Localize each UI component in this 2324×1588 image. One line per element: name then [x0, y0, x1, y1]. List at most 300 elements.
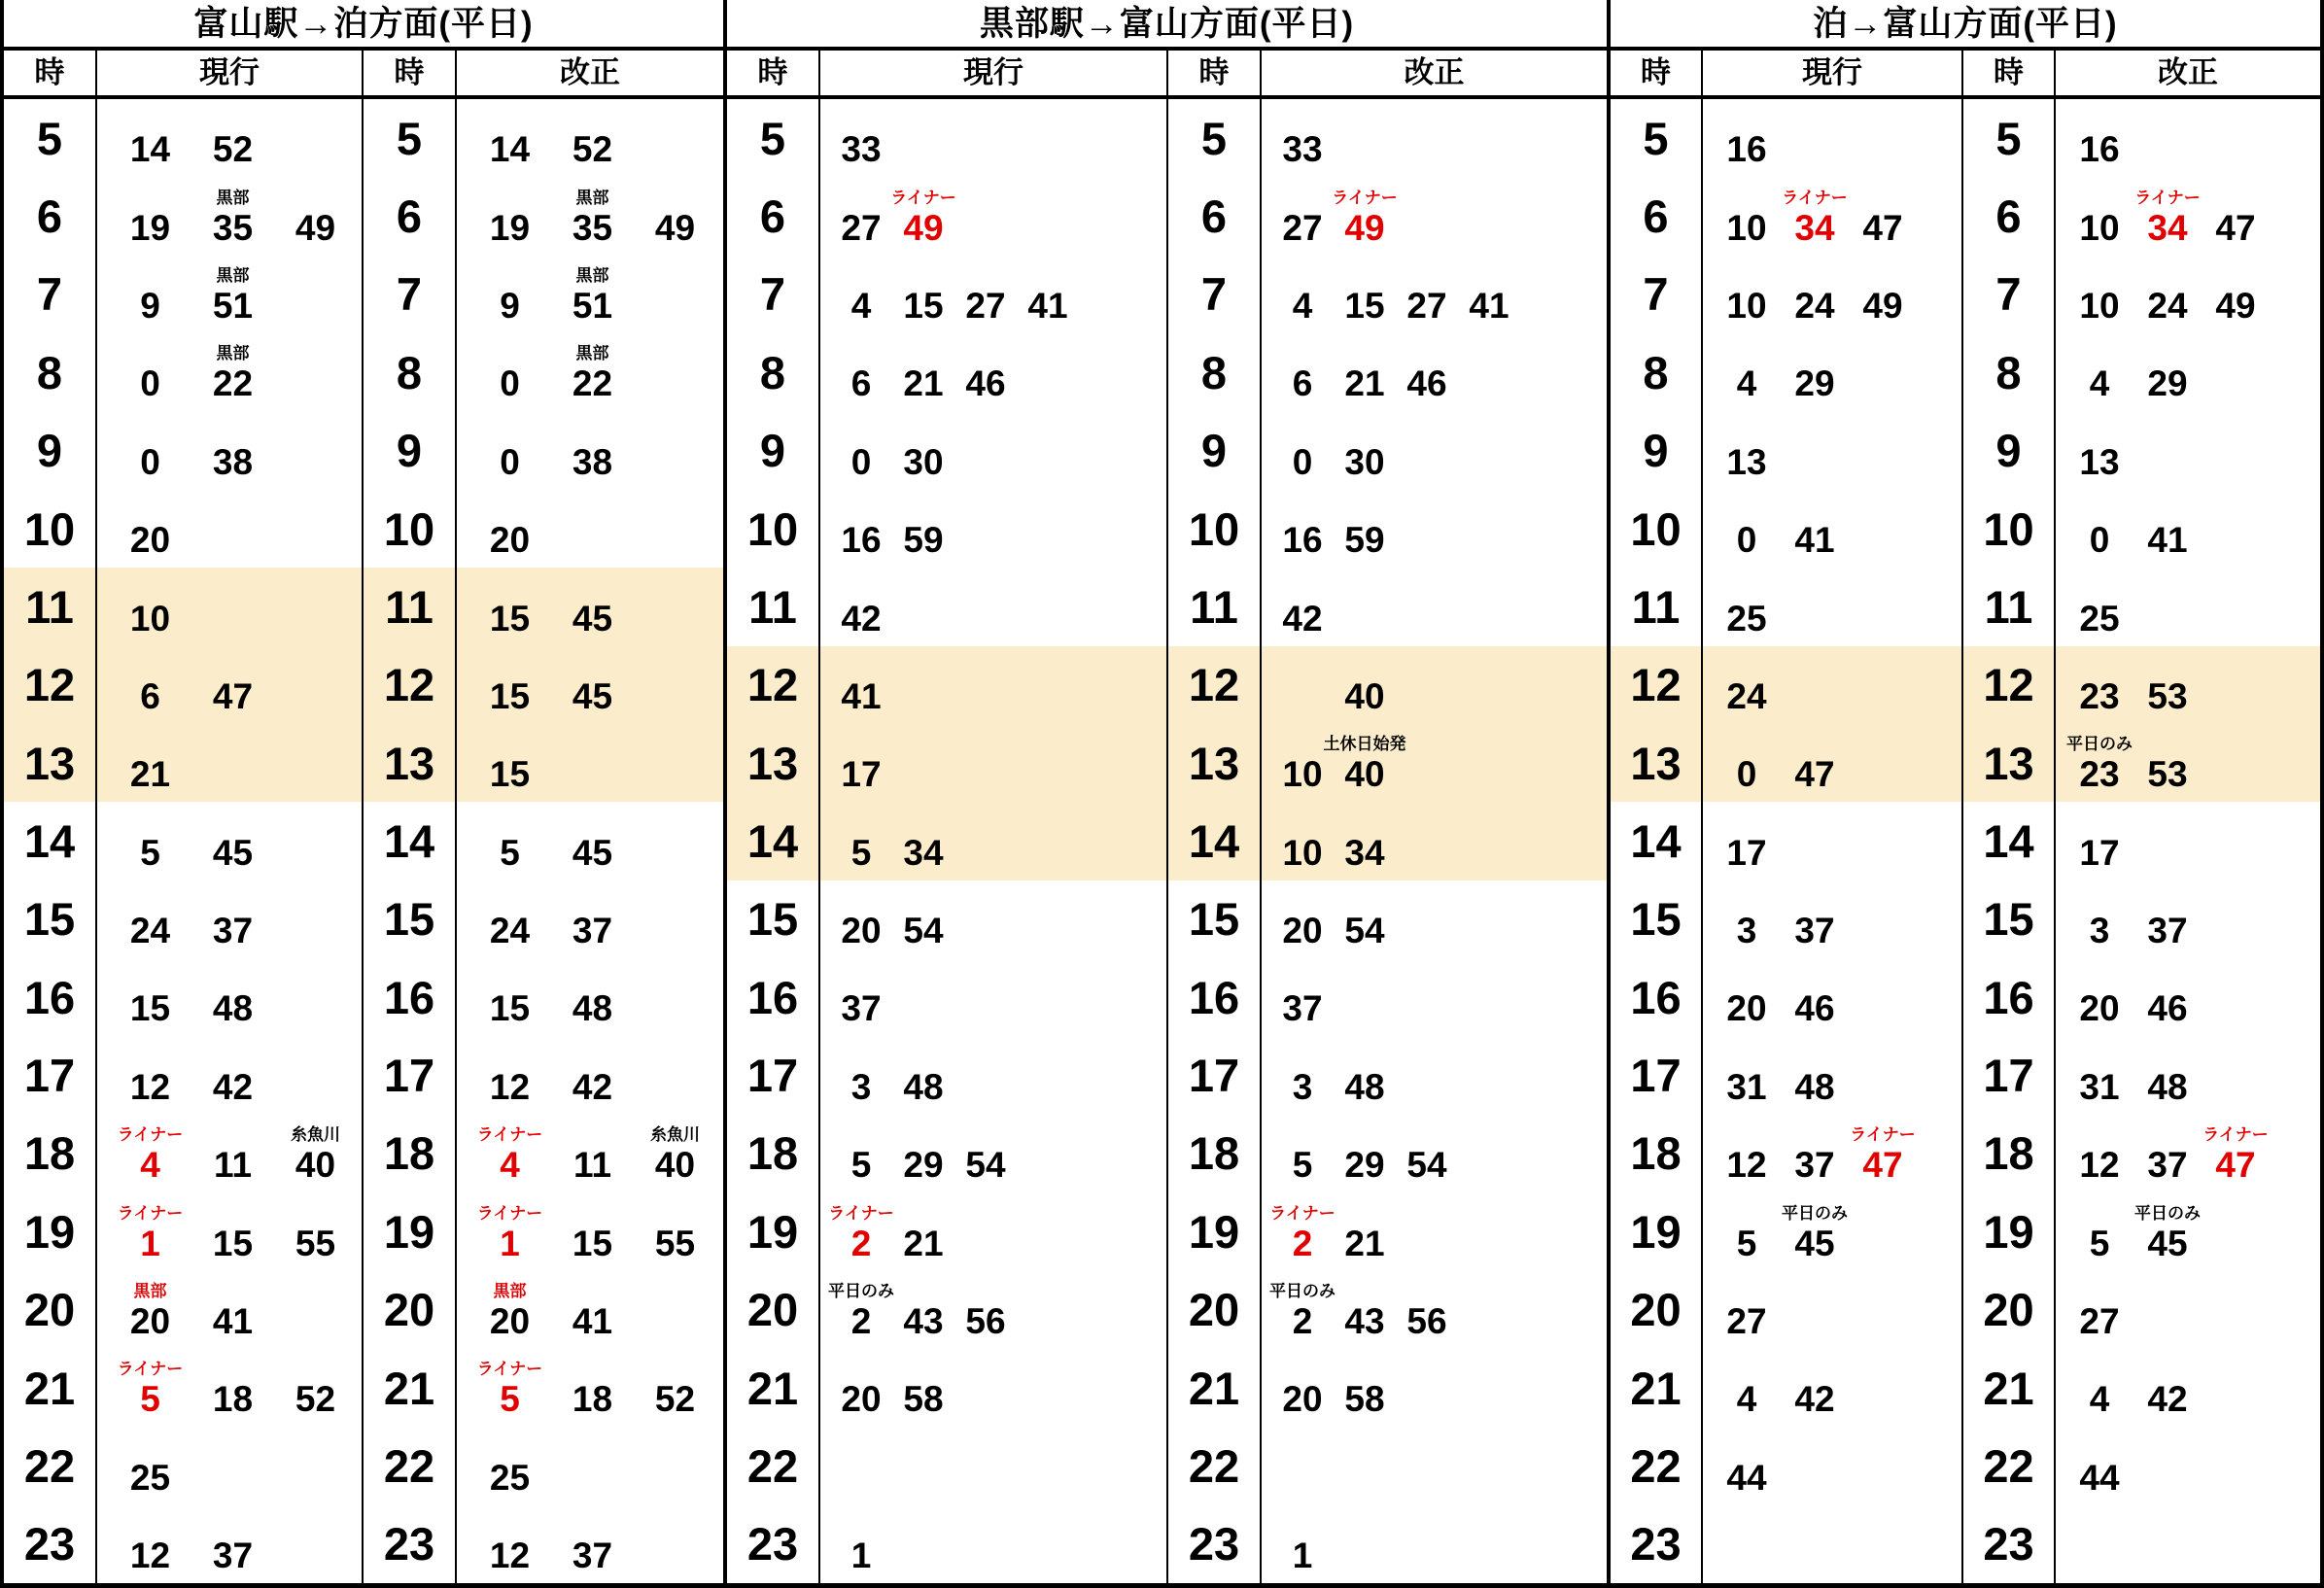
- time-value: 20: [841, 911, 882, 951]
- time-value: 56: [1406, 1300, 1447, 1341]
- time-value: 11: [572, 1145, 612, 1186]
- hour-label: 23: [1168, 1505, 1262, 1583]
- departures-current-cell: [1703, 99, 1963, 177]
- departures-revised-cell: [457, 1427, 723, 1504]
- departure-entry: [551, 1379, 634, 1420]
- time-value: 30: [903, 441, 944, 482]
- time-value: 12: [489, 1066, 531, 1107]
- departures-revised-cell: [2056, 1427, 2320, 1504]
- time-annotation: ライナー: [117, 1125, 184, 1145]
- time-annotation: ライナー: [828, 1203, 894, 1223]
- departures-current-cell: [1703, 1505, 1963, 1583]
- departure-entry: [1781, 363, 1849, 404]
- departure-entry: [1849, 208, 1917, 249]
- departure-entry: [551, 266, 634, 327]
- departure-entry: [1713, 1301, 1781, 1342]
- time-value: 4: [2089, 363, 2110, 404]
- hour-label: 6: [1168, 177, 1262, 255]
- time-value: 42: [841, 598, 882, 639]
- departure-entry: [892, 1145, 954, 1186]
- departures-current-cell: [820, 1427, 1168, 1504]
- hour-label: 5: [364, 99, 457, 177]
- departure-entry: [468, 911, 551, 951]
- departure-entry: [1781, 286, 1849, 327]
- time-value: 19: [489, 207, 531, 248]
- departures-current-cell: [1703, 1427, 1963, 1504]
- time-value: 24: [489, 911, 531, 951]
- time-value: 49: [1862, 286, 1903, 327]
- departure-entry: [1781, 189, 1849, 249]
- time-value: 48: [1344, 1066, 1385, 1107]
- time-value: 21: [129, 754, 171, 795]
- departure-entry: [109, 442, 191, 483]
- departure-entry: [2133, 1067, 2202, 1108]
- hour-label: 13: [1168, 724, 1262, 802]
- time-annotation: 平日のみ: [2066, 735, 2133, 754]
- time-value: 46: [2147, 988, 2188, 1029]
- departure-entry: [2133, 363, 2202, 404]
- departures-current-cell: [820, 490, 1168, 568]
- departure-entry: [551, 599, 634, 639]
- time-annotation: 平日のみ: [2134, 1203, 2201, 1223]
- departure-entry: [468, 1536, 551, 1576]
- hour-label: 17: [727, 1036, 820, 1114]
- departures-revised-cell: [2056, 1505, 2320, 1583]
- column-header-hour: 時: [1963, 51, 2056, 99]
- time-value: 51: [572, 286, 613, 327]
- time-value: 40: [1344, 675, 1385, 716]
- time-value: 1: [500, 1223, 520, 1263]
- departure-entry: [1334, 833, 1396, 874]
- departures-revised-cell: [1262, 958, 1607, 1036]
- hour-label: 19: [364, 1192, 457, 1270]
- departures-current-cell: [97, 880, 364, 958]
- departures-revised-cell: [2056, 568, 2320, 645]
- time-value: 27: [1406, 286, 1447, 327]
- departures-revised-cell: [2056, 177, 2320, 255]
- departure-entry: [1334, 1224, 1396, 1264]
- time-value: 16: [1282, 520, 1323, 561]
- time-value: 37: [212, 911, 254, 951]
- time-value: 41: [212, 1300, 254, 1341]
- hour-label: 12: [1168, 646, 1262, 724]
- departure-entry: [551, 1067, 634, 1108]
- time-annotation: ライナー: [117, 1360, 184, 1379]
- departure-entry: [2065, 599, 2133, 639]
- time-value: 29: [1344, 1145, 1385, 1186]
- column-header-hour: 時: [1168, 51, 1262, 99]
- departure-entry: [1713, 1379, 1781, 1420]
- departure-entry: [830, 911, 892, 951]
- time-value: 55: [654, 1223, 696, 1263]
- departure-entry: [2133, 911, 2202, 951]
- time-value: 49: [2215, 286, 2256, 327]
- departure-entry: [2065, 1067, 2133, 1108]
- departures-current-cell: [820, 880, 1168, 958]
- timetable-grid: [4, 51, 723, 1583]
- departure-entry: [468, 1204, 551, 1264]
- time-value: 16: [2079, 129, 2120, 170]
- departure-entry: [1781, 911, 1849, 951]
- departure-entry: [1396, 1145, 1458, 1186]
- departure-entry: [2065, 676, 2133, 717]
- departure-entry: [191, 266, 274, 327]
- departure-entry: [468, 208, 551, 249]
- time-value: 53: [2147, 675, 2188, 716]
- hour-label: 21: [727, 1349, 820, 1427]
- time-value: 19: [129, 207, 171, 248]
- hour-label: 9: [727, 411, 820, 489]
- time-value: 40: [1344, 754, 1385, 795]
- time-annotation: 黒部: [575, 344, 609, 363]
- time-value: 4: [140, 1145, 160, 1186]
- departures-revised-cell: [1262, 568, 1607, 645]
- departure-entry: [1713, 754, 1781, 795]
- time-value: 20: [1726, 988, 1767, 1029]
- time-value: 37: [212, 1536, 254, 1575]
- time-value: 16: [841, 520, 882, 561]
- time-value: 46: [1794, 988, 1835, 1029]
- departures-current-cell: [97, 411, 364, 489]
- departure-entry: [892, 286, 954, 327]
- departure-entry: [1334, 1301, 1396, 1342]
- departure-entry: [1713, 911, 1781, 951]
- departure-entry: [1334, 911, 1396, 951]
- departure-entry: [468, 286, 551, 327]
- time-value: 21: [903, 363, 944, 404]
- departure-entry: [2065, 286, 2133, 327]
- time-value: 54: [965, 1145, 1006, 1186]
- time-value: 12: [129, 1066, 171, 1107]
- column-header-current: 現行: [97, 51, 364, 99]
- hour-label: 20: [1963, 1271, 2056, 1349]
- time-value: 25: [2079, 598, 2120, 639]
- column-header-hour: 時: [1611, 51, 1703, 99]
- time-value: 6: [850, 363, 872, 404]
- departure-entry: [1334, 442, 1396, 483]
- hour-label: 12: [1611, 646, 1703, 724]
- departures-current-cell: [1703, 646, 1963, 724]
- hour-label: 13: [727, 724, 820, 802]
- section-title: 泊→富山方面(平日): [1611, 0, 2320, 51]
- section-kurobe-to-toyama: [727, 0, 1611, 1583]
- time-value: 25: [129, 1457, 171, 1498]
- departures-current-cell: [97, 256, 364, 333]
- time-value: 29: [2147, 363, 2188, 404]
- time-value: 25: [1726, 598, 1767, 639]
- departure-entry: [1713, 1458, 1781, 1499]
- departures-current-cell: [1703, 333, 1963, 411]
- time-value: 58: [903, 1379, 944, 1420]
- departure-entry: [1781, 1067, 1849, 1108]
- time-value: 0: [140, 363, 160, 404]
- hour-label: 19: [1168, 1192, 1262, 1270]
- time-value: 34: [1794, 207, 1835, 248]
- time-value: 48: [572, 988, 613, 1029]
- time-value: 34: [903, 832, 944, 873]
- departure-entry: [2065, 208, 2133, 249]
- departure-entry: [468, 599, 551, 639]
- hour-label: 20: [1611, 1271, 1703, 1349]
- time-value: 35: [572, 207, 613, 248]
- time-value: 10: [2079, 207, 2120, 248]
- departures-revised-cell: [457, 256, 723, 333]
- time-value: 15: [489, 988, 531, 1029]
- time-value: 27: [1282, 207, 1323, 248]
- departures-current-cell: [820, 99, 1168, 177]
- hour-label: 17: [1963, 1036, 2056, 1114]
- time-value: 41: [841, 675, 882, 716]
- departures-current-cell: [1703, 1271, 1963, 1349]
- time-value: 15: [489, 754, 531, 795]
- time-value: 15: [903, 286, 944, 327]
- departures-revised-cell: [1262, 724, 1607, 802]
- section-tomari-to-toyama: [1611, 0, 2320, 1583]
- departure-entry: [892, 1379, 954, 1420]
- time-value: 45: [212, 832, 254, 873]
- time-value: 41: [1027, 286, 1068, 327]
- time-value: 10: [1726, 207, 1767, 248]
- time-annotation: ライナー: [1332, 188, 1398, 207]
- time-value: 52: [654, 1379, 696, 1420]
- time-value: 3: [2089, 911, 2110, 951]
- time-value: 24: [2147, 286, 2188, 327]
- time-value: 6: [140, 675, 160, 716]
- departure-entry: [551, 833, 634, 874]
- hour-label: 14: [1168, 802, 1262, 880]
- departure-entry: [109, 363, 191, 404]
- time-value: 5: [500, 1379, 520, 1420]
- hour-label: 17: [1611, 1036, 1703, 1114]
- hour-label: 11: [364, 568, 457, 645]
- time-value: 25: [489, 1457, 531, 1498]
- departure-entry: [2065, 1145, 2133, 1186]
- departure-entry: [1271, 520, 1334, 561]
- time-value: 18: [212, 1379, 254, 1420]
- section-title: 富山駅→泊方面(平日): [4, 0, 723, 51]
- time-value: 1: [140, 1223, 160, 1263]
- departure-entry: [1271, 599, 1334, 639]
- departures-current-cell: [97, 1349, 364, 1427]
- departure-entry: [1271, 1379, 1334, 1420]
- time-value: 38: [572, 441, 613, 482]
- column-header-current: 現行: [1703, 51, 1963, 99]
- time-value: 45: [1794, 1223, 1835, 1263]
- departure-entry: [109, 129, 191, 170]
- hour-label: 23: [1963, 1505, 2056, 1583]
- time-value: 20: [489, 520, 531, 561]
- time-value: 4: [1736, 363, 1757, 404]
- departures-current-cell: [820, 1115, 1168, 1192]
- time-value: 15: [129, 988, 171, 1029]
- time-value: 37: [572, 911, 613, 951]
- hour-label: 10: [364, 490, 457, 568]
- hour-label: 9: [1611, 411, 1703, 489]
- departures-revised-cell: [2056, 333, 2320, 411]
- hour-label: 11: [1168, 568, 1262, 645]
- departure-entry: [1334, 189, 1396, 249]
- departures-revised-cell: [457, 490, 723, 568]
- column-header-revised: 改正: [2056, 51, 2320, 99]
- departure-entry: [2133, 1145, 2202, 1186]
- departure-entry: [109, 1125, 191, 1186]
- hour-label: 12: [4, 646, 97, 724]
- departure-entry: [191, 1067, 274, 1108]
- departures-current-cell: [97, 177, 364, 255]
- time-value: 47: [1862, 207, 1903, 248]
- departure-entry: [1396, 363, 1458, 404]
- departure-entry: [468, 676, 551, 717]
- departures-current-cell: [820, 1505, 1168, 1583]
- time-annotation: 土休日始発: [1323, 735, 1406, 754]
- departure-entry: [1713, 1224, 1781, 1264]
- departures-revised-cell: [1262, 802, 1607, 880]
- departure-entry: [1713, 363, 1781, 404]
- departures-revised-cell: [2056, 490, 2320, 568]
- time-value: 47: [212, 675, 254, 716]
- hour-label: 5: [4, 99, 97, 177]
- time-value: 27: [841, 207, 882, 248]
- time-value: 42: [2147, 1379, 2188, 1420]
- departures-current-cell: [97, 333, 364, 411]
- departure-entry: [1781, 1379, 1849, 1420]
- departure-entry: [109, 1536, 191, 1576]
- departures-revised-cell: [457, 880, 723, 958]
- departure-entry: [1713, 208, 1781, 249]
- time-value: 54: [903, 911, 944, 951]
- time-value: 47: [1862, 1145, 1903, 1186]
- departure-entry: [1271, 442, 1334, 483]
- departure-entry: [830, 988, 892, 1029]
- hour-label: 5: [1963, 99, 2056, 177]
- departure-entry: [191, 1224, 274, 1264]
- departure-entry: [892, 363, 954, 404]
- hour-label: 16: [1963, 958, 2056, 1036]
- departure-entry: [1271, 911, 1334, 951]
- departure-entry: [2065, 988, 2133, 1029]
- departures-revised-cell: [457, 99, 723, 177]
- departures-current-cell: [1703, 802, 1963, 880]
- time-annotation: 糸魚川: [291, 1125, 340, 1145]
- departure-entry: [191, 1536, 274, 1576]
- departure-entry: [1271, 1536, 1334, 1576]
- timetable-grid: [1611, 51, 2320, 1583]
- hour-label: 21: [4, 1349, 97, 1427]
- hour-label: 23: [364, 1505, 457, 1583]
- time-value: 59: [1344, 520, 1385, 561]
- departure-entry: [1849, 1125, 1917, 1186]
- time-annotation: ライナー: [476, 1360, 543, 1379]
- departures-current-cell: [820, 1036, 1168, 1114]
- time-annotation: ライナー: [476, 1203, 543, 1223]
- departures-revised-cell: [2056, 724, 2320, 802]
- hour-label: 10: [727, 490, 820, 568]
- time-value: 13: [1726, 441, 1767, 482]
- departure-entry: [191, 676, 274, 717]
- departure-entry: [1271, 754, 1334, 795]
- departures-revised-cell: [2056, 880, 2320, 958]
- departure-entry: [109, 1282, 191, 1342]
- time-value: 9: [500, 286, 520, 327]
- departure-entry: [830, 363, 892, 404]
- departure-entry: [2202, 286, 2270, 327]
- hour-label: 8: [1963, 333, 2056, 411]
- departure-entry: [1271, 833, 1334, 874]
- departure-entry: [830, 129, 892, 170]
- time-value: 42: [1282, 598, 1323, 639]
- time-value: 49: [903, 207, 944, 248]
- departure-entry: [2065, 735, 2133, 795]
- departure-entry: [892, 1224, 954, 1264]
- departures-current-cell: [820, 256, 1168, 333]
- departures-revised-cell: [1262, 490, 1607, 568]
- departure-entry: [551, 442, 634, 483]
- hour-label: 7: [727, 256, 820, 333]
- time-annotation: ライナー: [117, 1203, 184, 1223]
- departures-current-cell: [820, 802, 1168, 880]
- departures-revised-cell: [457, 1192, 723, 1270]
- departure-entry: [468, 129, 551, 170]
- hour-label: 8: [364, 333, 457, 411]
- departures-revised-cell: [457, 1271, 723, 1349]
- departure-entry: [191, 911, 274, 951]
- hour-label: 22: [4, 1427, 97, 1504]
- departure-entry: [830, 1067, 892, 1108]
- departure-entry: [2133, 189, 2202, 249]
- departures-revised-cell: [1262, 1192, 1607, 1270]
- departures-current-cell: [820, 411, 1168, 489]
- departure-entry: [1017, 286, 1079, 327]
- time-value: 20: [2079, 988, 2120, 1029]
- time-value: 42: [212, 1066, 254, 1107]
- departures-current-cell: [97, 802, 364, 880]
- departure-entry: [1713, 599, 1781, 639]
- hour-label: 13: [364, 724, 457, 802]
- time-annotation: 平日のみ: [828, 1281, 894, 1300]
- time-annotation: ライナー: [2134, 188, 2201, 207]
- time-value: 5: [140, 1379, 160, 1420]
- time-annotation: ライナー: [890, 188, 956, 207]
- hour-label: 14: [727, 802, 820, 880]
- departure-entry: [1271, 129, 1334, 170]
- departures-revised-cell: [1262, 1505, 1607, 1583]
- time-value: 27: [2079, 1300, 2120, 1341]
- time-value: 33: [841, 129, 882, 170]
- departure-entry: [1713, 676, 1781, 717]
- departures-current-cell: [820, 1192, 1168, 1270]
- departure-entry: [468, 1067, 551, 1108]
- departure-entry: [109, 286, 191, 327]
- time-value: 37: [2147, 911, 2188, 951]
- departure-entry: [1713, 520, 1781, 561]
- time-value: 43: [903, 1300, 944, 1341]
- section-title: 黒部駅→富山方面(平日): [727, 0, 1607, 51]
- hour-label: 5: [727, 99, 820, 177]
- hour-label: 16: [1168, 958, 1262, 1036]
- hour-label: 23: [4, 1505, 97, 1583]
- time-value: 41: [1794, 520, 1835, 561]
- hour-label: 19: [1963, 1192, 2056, 1270]
- time-value: 21: [1344, 363, 1385, 404]
- departures-current-cell: [97, 1036, 364, 1114]
- departure-entry: [2065, 520, 2133, 561]
- departures-current-cell: [1703, 880, 1963, 958]
- time-value: 11: [213, 1145, 253, 1186]
- time-value: 30: [1344, 441, 1385, 482]
- time-value: 2: [850, 1223, 872, 1263]
- departure-entry: [1271, 988, 1334, 1029]
- time-value: 15: [489, 675, 531, 716]
